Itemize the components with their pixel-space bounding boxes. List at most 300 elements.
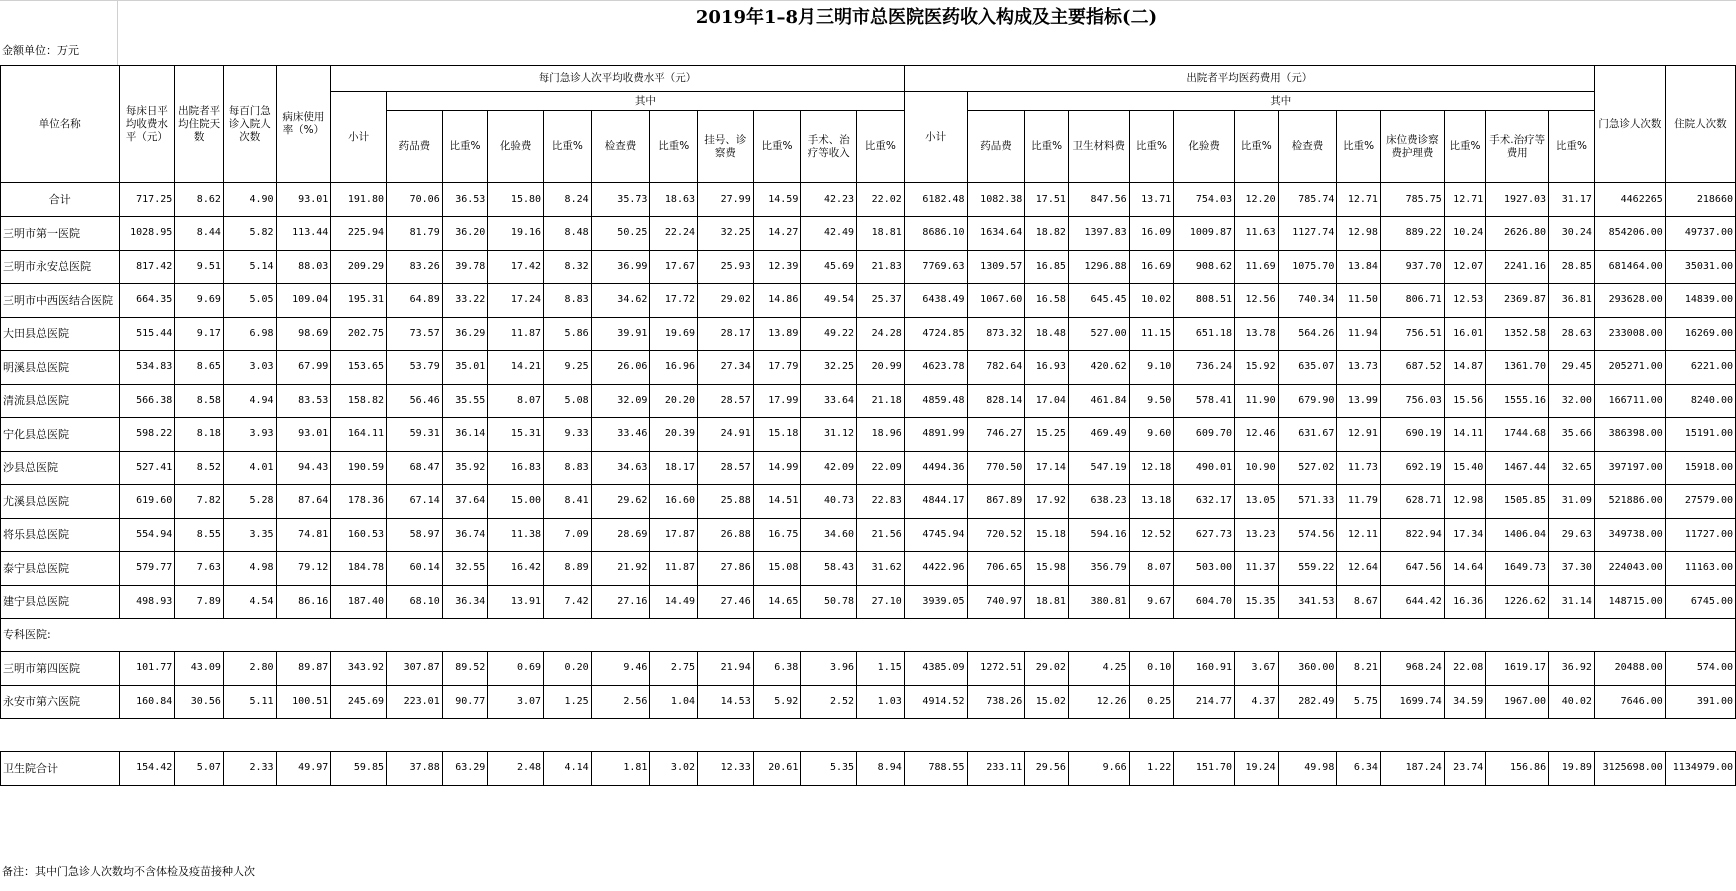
table-cell: 770.50: [967, 451, 1025, 485]
table-cell: 13.73: [1337, 351, 1381, 385]
table-cell: 349738.00: [1594, 518, 1665, 552]
row-unit-name: 建宁县总医院: [1, 585, 120, 619]
table-cell: 527.02: [1278, 451, 1337, 485]
table-cell: 36.81: [1549, 284, 1595, 318]
table-cell: 21.94: [698, 652, 754, 686]
table-cell: 67.99: [276, 351, 331, 385]
table-cell: 33.64: [801, 384, 857, 418]
table-cell: [1025, 719, 1069, 752]
table-cell: 11.15: [1129, 317, 1174, 351]
table-cell: 18.17: [650, 451, 698, 485]
table-cell: 15918.00: [1665, 451, 1735, 485]
table-cell: 36.20: [442, 217, 488, 251]
table-cell: 148715.00: [1594, 585, 1665, 619]
row-unit-name: 永安市第六医院: [1, 685, 120, 719]
table-cell: 67.14: [387, 485, 443, 519]
table-cell: 5.28: [223, 485, 276, 519]
header-ratio: 比重%: [1337, 111, 1381, 183]
table-cell: [175, 719, 224, 752]
table-cell: 15.98: [1025, 552, 1069, 586]
table-cell: 679.90: [1278, 384, 1337, 418]
table-cell: 1352.58: [1486, 317, 1549, 351]
row-unit-name: 清流县总医院: [1, 384, 120, 418]
table-cell: 28.57: [698, 384, 754, 418]
table-cell: 49.98: [1278, 752, 1337, 786]
table-cell: 29.02: [698, 284, 754, 318]
table-cell: 4891.99: [904, 418, 967, 452]
row-unit-name: 三明市中西医结合医院: [1, 284, 120, 318]
table-cell: 26.06: [591, 351, 650, 385]
table-cell: 2369.87: [1486, 284, 1549, 318]
table-cell: 15191.00: [1665, 418, 1735, 452]
section-row: [1, 619, 1736, 652]
table-cell: 36.92: [1549, 652, 1595, 686]
table-cell: 5.07: [175, 752, 224, 786]
table-cell: 3.07: [488, 685, 544, 719]
row-unit-name: 尤溪县总医院: [1, 485, 120, 519]
table-cell: 187.40: [331, 585, 387, 619]
header-op-surgery: 手术、治疗等收入: [801, 111, 857, 183]
table-cell: 6438.49: [904, 284, 967, 318]
table-cell: 12.11: [1337, 518, 1381, 552]
table-cell: 60.14: [387, 552, 443, 586]
table-cell: 687.52: [1380, 351, 1444, 385]
table-cell: 18.48: [1025, 317, 1069, 351]
table-cell: 160.53: [331, 518, 387, 552]
table-cell: 785.74: [1278, 183, 1337, 217]
table-cell: 498.93: [119, 585, 175, 619]
table-cell: 8.94: [857, 752, 905, 786]
table-cell: 18.82: [1025, 217, 1069, 251]
table-cell: 45.69: [801, 250, 857, 284]
header-ratio: 比重%: [857, 111, 905, 183]
table-cell: 93.01: [276, 183, 331, 217]
table-cell: 12.71: [1444, 183, 1486, 217]
table-cell: 12.07: [1444, 250, 1486, 284]
table-cell: 59.31: [387, 418, 443, 452]
table-cell: 225.94: [331, 217, 387, 251]
table-cell: 4844.17: [904, 485, 967, 519]
report-title: 2019年1–8月三明市总医院医药收入构成及主要指标(二): [695, 7, 1158, 28]
table-cell: 20488.00: [1594, 652, 1665, 686]
table-cell: 24.91: [698, 418, 754, 452]
table-cell: 503.00: [1174, 552, 1235, 586]
table-cell: 20.39: [650, 418, 698, 452]
table-cell: 6.38: [753, 652, 801, 686]
table-cell: 527.41: [119, 451, 175, 485]
table-cell: 554.94: [119, 518, 175, 552]
table-cell: 190.59: [331, 451, 387, 485]
table-cell: 218660: [1665, 183, 1735, 217]
table-cell: 17.42: [488, 250, 544, 284]
table-cell: 3.96: [801, 652, 857, 686]
table-cell: [387, 719, 443, 752]
table-cell: 13.23: [1235, 518, 1279, 552]
table-cell: 1082.38: [967, 183, 1025, 217]
table-row: [1, 317, 1736, 351]
table-cell: 10.02: [1129, 284, 1174, 318]
table-cell: 11.79: [1337, 485, 1381, 519]
table-cell: 34.62: [591, 284, 650, 318]
table-cell: 20.20: [650, 384, 698, 418]
table-cell: 164.11: [331, 418, 387, 452]
table-cell: 36.74: [442, 518, 488, 552]
table-cell: 5.14: [223, 250, 276, 284]
table-cell: [1665, 719, 1735, 752]
table-cell: 651.18: [1174, 317, 1235, 351]
table-cell: 3.02: [650, 752, 698, 786]
table-cell: 25.88: [698, 485, 754, 519]
table-cell: 16.93: [1025, 351, 1069, 385]
table-cell: 113.44: [276, 217, 331, 251]
table-cell: 49.97: [276, 752, 331, 786]
table-cell: 58.97: [387, 518, 443, 552]
table-cell: 521886.00: [1594, 485, 1665, 519]
table-cell: 58.43: [801, 552, 857, 586]
header-ratio: 比重%: [442, 111, 488, 183]
header-ip-bed-nursing: 床位费诊察费护理费: [1380, 111, 1444, 183]
table-cell: 3.35: [223, 518, 276, 552]
table-cell: 8.44: [175, 217, 224, 251]
table-cell: 74.81: [276, 518, 331, 552]
table-cell: 8.89: [544, 552, 592, 586]
table-cell: 93.01: [276, 418, 331, 452]
table-cell: 31.62: [857, 552, 905, 586]
table-cell: 158.82: [331, 384, 387, 418]
table-cell: 29.45: [1549, 351, 1595, 385]
row-unit-name: 卫生院合计: [1, 752, 120, 786]
row-unit-name: 沙县总医院: [1, 451, 120, 485]
table-row: [1, 250, 1736, 284]
table-cell: 22.83: [857, 485, 905, 519]
table-cell: 9.17: [175, 317, 224, 351]
table-cell: 29.02: [1025, 652, 1069, 686]
table-cell: 566.38: [119, 384, 175, 418]
table-cell: 5.86: [544, 317, 592, 351]
table-cell: 11163.00: [1665, 552, 1735, 586]
table-cell: 391.00: [1665, 685, 1735, 719]
table-cell: 27.34: [698, 351, 754, 385]
table-cell: 153.65: [331, 351, 387, 385]
table-cell: 87.64: [276, 485, 331, 519]
table-cell: 42.23: [801, 183, 857, 217]
row-unit-name: 合计: [1, 183, 120, 217]
table-cell: [488, 719, 544, 752]
table-row: [1, 652, 1736, 686]
table-cell: 12.98: [1444, 485, 1486, 519]
table-cell: 22.09: [857, 451, 905, 485]
header-outpatient-group: 每门急诊人次平均收费水平（元）: [331, 66, 904, 92]
table-cell: 17.34: [1444, 518, 1486, 552]
table-cell: 644.42: [1380, 585, 1444, 619]
table-cell: 461.84: [1068, 384, 1129, 418]
table-cell: 873.32: [967, 317, 1025, 351]
table-row: [1, 351, 1736, 385]
table-cell: 70.06: [387, 183, 443, 217]
table-cell: 18.81: [1025, 585, 1069, 619]
table-cell: 73.57: [387, 317, 443, 351]
table-cell: 7.63: [175, 552, 224, 586]
table-cell: 26.88: [698, 518, 754, 552]
table-cell: 1226.62: [1486, 585, 1549, 619]
table-cell: 1067.60: [967, 284, 1025, 318]
table-cell: 16269.00: [1665, 317, 1735, 351]
table-cell: 49.54: [801, 284, 857, 318]
row-unit-name: 泰宁县总医院: [1, 552, 120, 586]
table-cell: 154.42: [119, 752, 175, 786]
table-cell: 214.77: [1174, 685, 1235, 719]
table-cell: 32.25: [801, 351, 857, 385]
table-cell: 8.55: [175, 518, 224, 552]
table-cell: 32.25: [698, 217, 754, 251]
table-cell: 30.56: [175, 685, 224, 719]
header-outpatient-visits: 门急诊人次数: [1594, 66, 1665, 183]
table-cell: 36.99: [591, 250, 650, 284]
table-cell: 8240.00: [1665, 384, 1735, 418]
table-cell: 27.86: [698, 552, 754, 586]
table-cell: 740.97: [967, 585, 1025, 619]
table-cell: 0.10: [1129, 652, 1174, 686]
table-cell: 89.87: [276, 652, 331, 686]
table-cell: 32.65: [1549, 451, 1595, 485]
table-cell: 16.09: [1129, 217, 1174, 251]
table-cell: 184.78: [331, 552, 387, 586]
row-unit-name: 三明市第一医院: [1, 217, 120, 251]
table-row: [1, 451, 1736, 485]
table-cell: 12.98: [1337, 217, 1381, 251]
table-cell: 187.24: [1380, 752, 1444, 786]
section-label: 专科医院:: [1, 619, 1736, 652]
table-cell: 515.44: [119, 317, 175, 351]
table-cell: [223, 719, 276, 752]
table-cell: 664.35: [119, 284, 175, 318]
table-cell: 7.89: [175, 585, 224, 619]
table-cell: 11.87: [488, 317, 544, 351]
table-cell: 19.89: [1549, 752, 1595, 786]
table-cell: 1.25: [544, 685, 592, 719]
header-op-exam: 检查费: [591, 111, 650, 183]
table-cell: 397197.00: [1594, 451, 1665, 485]
table-cell: [1068, 719, 1129, 752]
table-cell: 638.23: [1068, 485, 1129, 519]
table-cell: 233.11: [967, 752, 1025, 786]
table-cell: 23.74: [1444, 752, 1486, 786]
table-cell: 13.05: [1235, 485, 1279, 519]
table-cell: 6182.48: [904, 183, 967, 217]
table-cell: 39.91: [591, 317, 650, 351]
header-ip-exam: 检查费: [1278, 111, 1337, 183]
table-cell: 14.53: [698, 685, 754, 719]
table-cell: 6221.00: [1665, 351, 1735, 385]
header-ip-lab: 化验费: [1174, 111, 1235, 183]
table-cell: 756.51: [1380, 317, 1444, 351]
table-cell: 632.17: [1174, 485, 1235, 519]
table-cell: 13.91: [488, 585, 544, 619]
table-row: [1, 284, 1736, 318]
table-cell: 12.46: [1235, 418, 1279, 452]
table-cell: 8.41: [544, 485, 592, 519]
table-cell: 83.26: [387, 250, 443, 284]
table-cell: 645.45: [1068, 284, 1129, 318]
table-cell: 867.89: [967, 485, 1025, 519]
table-cell: 2.56: [591, 685, 650, 719]
table-cell: 22.24: [650, 217, 698, 251]
table-cell: 908.62: [1174, 250, 1235, 284]
table-cell: 469.49: [1068, 418, 1129, 452]
table-cell: 4494.36: [904, 451, 967, 485]
table-cell: 17.87: [650, 518, 698, 552]
table-cell: 1699.74: [1380, 685, 1444, 719]
table-cell: 16.85: [1025, 250, 1069, 284]
table-cell: [442, 719, 488, 752]
row-unit-name: 大田县总医院: [1, 317, 120, 351]
table-cell: 8.52: [175, 451, 224, 485]
table-cell: 1028.95: [119, 217, 175, 251]
table-cell: 15.08: [753, 552, 801, 586]
table-cell: 4422.96: [904, 552, 967, 586]
header-op-lab: 化验费: [488, 111, 544, 183]
table-cell: 1927.03: [1486, 183, 1549, 217]
table-cell: 31.09: [1549, 485, 1595, 519]
table-row: [1, 552, 1736, 586]
table-cell: 4.94: [223, 384, 276, 418]
table-cell: 27.99: [698, 183, 754, 217]
table-cell: 5.82: [223, 217, 276, 251]
table-cell: 6745.00: [1665, 585, 1735, 619]
table-cell: 35.66: [1549, 418, 1595, 452]
table-cell: 34.60: [801, 518, 857, 552]
table-cell: 564.26: [1278, 317, 1337, 351]
table-cell: 15.18: [1025, 518, 1069, 552]
table-cell: 9.10: [1129, 351, 1174, 385]
table-cell: 527.00: [1068, 317, 1129, 351]
table-cell: 720.52: [967, 518, 1025, 552]
table-cell: 1296.88: [1068, 250, 1129, 284]
table-cell: 2.52: [801, 685, 857, 719]
table-cell: 53.79: [387, 351, 443, 385]
table-cell: 21.18: [857, 384, 905, 418]
table-cell: 11.87: [650, 552, 698, 586]
table-cell: 27.10: [857, 585, 905, 619]
table-cell: 42.49: [801, 217, 857, 251]
table-cell: 49737.00: [1665, 217, 1735, 251]
table-cell: 86.16: [276, 585, 331, 619]
table-cell: 746.27: [967, 418, 1025, 452]
table-cell: 578.41: [1174, 384, 1235, 418]
table-cell: 12.33: [698, 752, 754, 786]
table-cell: 28.85: [1549, 250, 1595, 284]
table-cell: 598.22: [119, 418, 175, 452]
table-cell: 11.50: [1337, 284, 1381, 318]
table-row: [1, 485, 1736, 519]
table-cell: 11.38: [488, 518, 544, 552]
table-cell: 16.01: [1444, 317, 1486, 351]
header-ratio: 比重%: [1549, 111, 1595, 183]
table-cell: 14839.00: [1665, 284, 1735, 318]
table-cell: 828.14: [967, 384, 1025, 418]
table-cell: 756.03: [1380, 384, 1444, 418]
table-cell: 785.75: [1380, 183, 1444, 217]
table-cell: 90.77: [442, 685, 488, 719]
table-cell: 49.22: [801, 317, 857, 351]
table-cell: 1.04: [650, 685, 698, 719]
table-cell: 631.67: [1278, 418, 1337, 452]
table-cell: 3939.05: [904, 585, 967, 619]
table-cell: 1619.17: [1486, 652, 1549, 686]
table-cell: 13.89: [753, 317, 801, 351]
table-cell: 690.19: [1380, 418, 1444, 452]
table-cell: 0.20: [544, 652, 592, 686]
header-ip-subtotal: 小计: [904, 92, 967, 183]
table-cell: 8.83: [544, 451, 592, 485]
table-cell: 14.87: [1444, 351, 1486, 385]
table-cell: 806.71: [1380, 284, 1444, 318]
table-cell: 12.91: [1337, 418, 1381, 452]
table-cell: 209.29: [331, 250, 387, 284]
table-cell: [1129, 719, 1174, 752]
table-cell: 782.64: [967, 351, 1025, 385]
table-cell: 59.85: [331, 752, 387, 786]
table-cell: 28.63: [1549, 317, 1595, 351]
table-cell: 7.09: [544, 518, 592, 552]
table-cell: 205271.00: [1594, 351, 1665, 385]
table-cell: 12.53: [1444, 284, 1486, 318]
table-cell: 1.03: [857, 685, 905, 719]
table-row: [1, 217, 1736, 251]
table-cell: 6.34: [1337, 752, 1381, 786]
table-cell: 16.36: [1444, 585, 1486, 619]
blank-row: [1, 719, 1736, 752]
table-cell: 22.02: [857, 183, 905, 217]
table-cell: 547.19: [1068, 451, 1129, 485]
table-cell: 12.18: [1129, 451, 1174, 485]
table-cell: 50.78: [801, 585, 857, 619]
table-cell: 1397.83: [1068, 217, 1129, 251]
table-cell: 11727.00: [1665, 518, 1735, 552]
table-cell: 14.59: [753, 183, 801, 217]
table-cell: 13.71: [1129, 183, 1174, 217]
table-cell: [904, 719, 967, 752]
table-cell: 2.33: [223, 752, 276, 786]
table-cell: 12.52: [1129, 518, 1174, 552]
header-avg-stay-days: 出院者平均住院天数: [175, 66, 224, 183]
table-cell: 534.83: [119, 351, 175, 385]
table-cell: [331, 719, 387, 752]
table-cell: 17.79: [753, 351, 801, 385]
header-op-drug: 药品费: [387, 111, 443, 183]
table-cell: 574.56: [1278, 518, 1337, 552]
table-cell: 1467.44: [1486, 451, 1549, 485]
table-cell: [1594, 719, 1665, 752]
table-cell: 692.19: [1380, 451, 1444, 485]
table-cell: 420.62: [1068, 351, 1129, 385]
table-cell: 8.18: [175, 418, 224, 452]
table-cell: 64.89: [387, 284, 443, 318]
table-cell: 788.55: [904, 752, 967, 786]
table-cell: 25.93: [698, 250, 754, 284]
table-cell: 2.48: [488, 752, 544, 786]
table-cell: 571.33: [1278, 485, 1337, 519]
table-cell: 9.67: [1129, 585, 1174, 619]
table-cell: 8.65: [175, 351, 224, 385]
table-cell: 3.03: [223, 351, 276, 385]
table-cell: 10.90: [1235, 451, 1279, 485]
table-cell: 29.56: [1025, 752, 1069, 786]
table-cell: 1309.57: [967, 250, 1025, 284]
table-cell: 12.71: [1337, 183, 1381, 217]
table-cell: 17.92: [1025, 485, 1069, 519]
table-cell: 343.92: [331, 652, 387, 686]
